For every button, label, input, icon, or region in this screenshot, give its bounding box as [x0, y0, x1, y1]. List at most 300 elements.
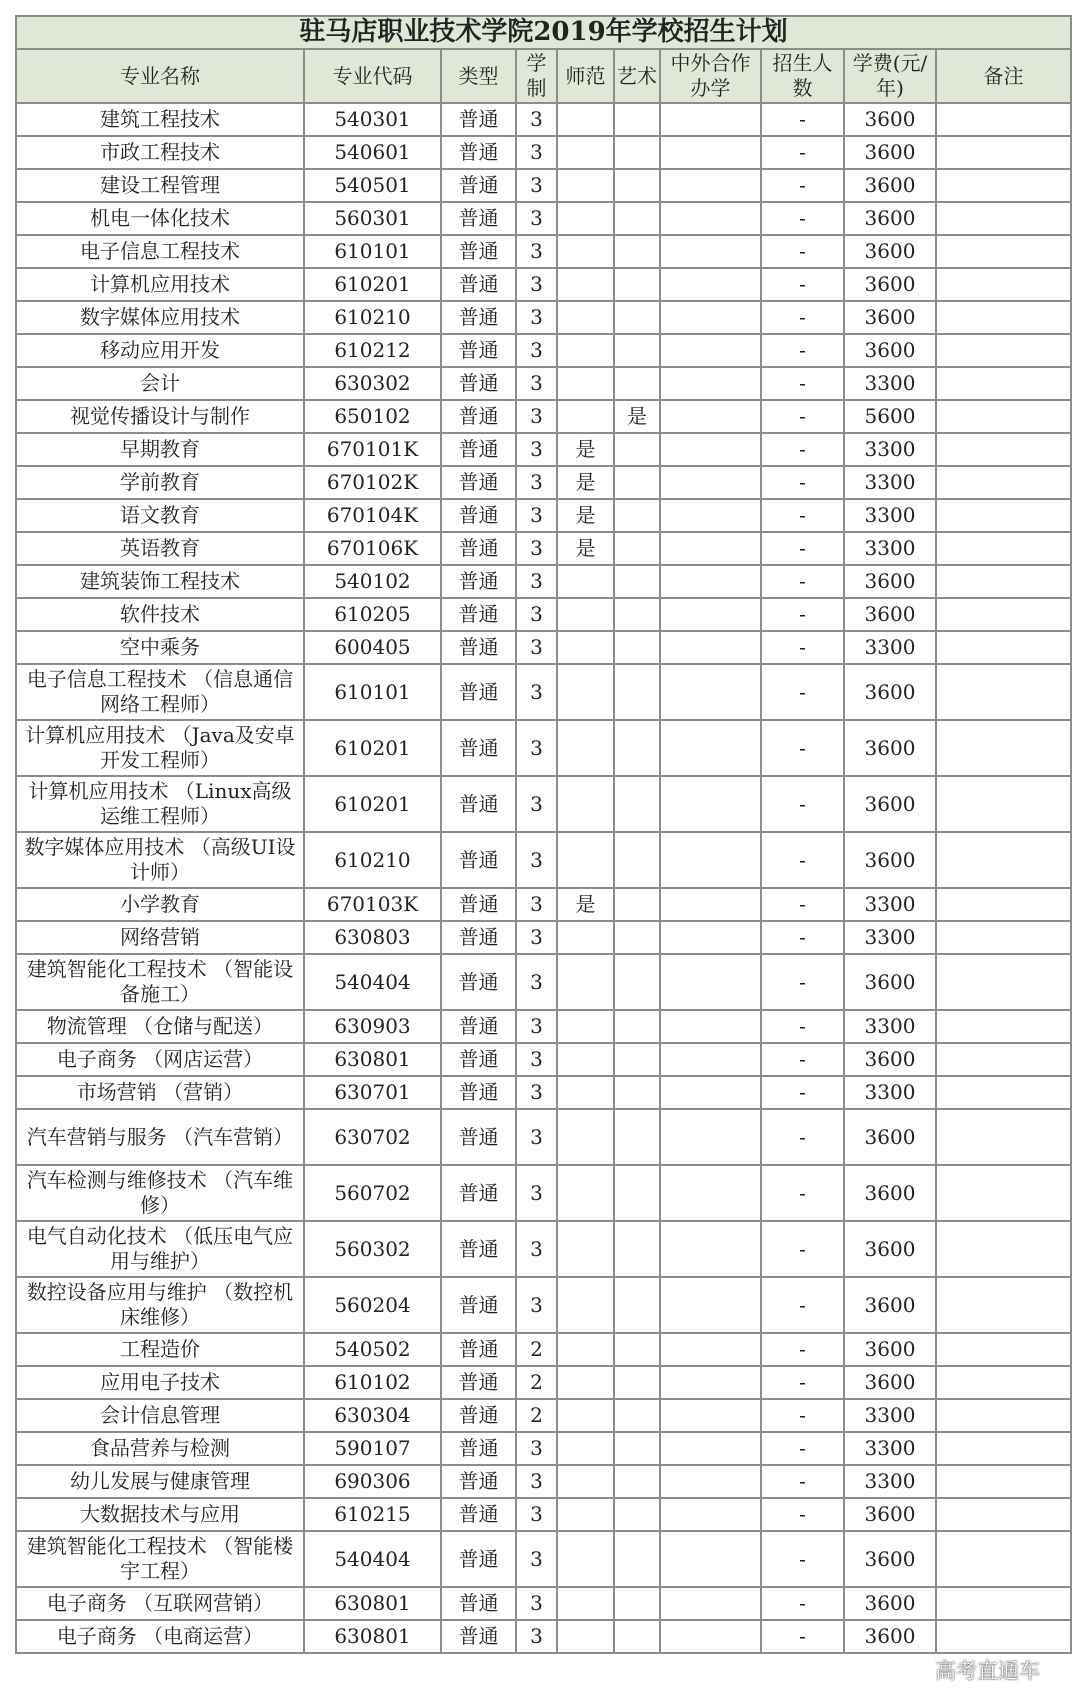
cell-remarks	[936, 136, 1071, 169]
cell-teacher-training	[557, 1277, 614, 1333]
cell-type: 普通	[441, 466, 516, 499]
cell-enrollment-count: -	[761, 1043, 844, 1076]
cell-teacher-training	[557, 565, 614, 598]
table-row	[16, 954, 1071, 1010]
cell-major-name: 汽车营销与服务 （汽车营销）	[16, 1109, 304, 1165]
cell-art	[614, 1076, 660, 1109]
cell-teacher-training	[557, 1432, 614, 1465]
column-header-major-name: 专业名称	[16, 49, 304, 103]
cell-major-code: 630801	[304, 1043, 441, 1076]
table-row	[16, 664, 1071, 720]
cell-enrollment-count: -	[761, 202, 844, 235]
cell-duration: 3	[516, 664, 557, 720]
cell-sino-foreign	[660, 720, 761, 776]
cell-major-code: 560204	[304, 1277, 441, 1333]
cell-teacher-training: 是	[557, 433, 614, 466]
cell-sino-foreign	[660, 631, 761, 664]
cell-duration: 3	[516, 136, 557, 169]
cell-tuition: 3600	[844, 334, 936, 367]
cell-art	[614, 235, 660, 268]
cell-art	[614, 1465, 660, 1498]
cell-major-name: 数控设备应用与维护 （数控机床维修）	[16, 1277, 304, 1333]
cell-type: 普通	[441, 720, 516, 776]
cell-major-code: 610201	[304, 720, 441, 776]
cell-tuition: 3600	[844, 1277, 936, 1333]
cell-type: 普通	[441, 1109, 516, 1165]
cell-remarks	[936, 1043, 1071, 1076]
cell-major-name: 市场营销 （营销）	[16, 1076, 304, 1109]
cell-major-name: 计算机应用技术 （Linux高级运维工程师）	[16, 776, 304, 832]
cell-tuition: 3600	[844, 103, 936, 136]
cell-type: 普通	[441, 565, 516, 598]
cell-duration: 3	[516, 1498, 557, 1531]
table-row	[16, 268, 1071, 301]
cell-remarks	[936, 1010, 1071, 1043]
cell-major-code: 670103K	[304, 888, 441, 921]
cell-enrollment-count: -	[761, 466, 844, 499]
cell-major-code: 670104K	[304, 499, 441, 532]
table-row	[16, 720, 1071, 776]
cell-type: 普通	[441, 235, 516, 268]
cell-teacher-training: 是	[557, 888, 614, 921]
cell-duration: 3	[516, 1620, 557, 1653]
cell-enrollment-count: -	[761, 334, 844, 367]
cell-major-name: 机电一体化技术	[16, 202, 304, 235]
cell-remarks	[936, 466, 1071, 499]
cell-sino-foreign	[660, 954, 761, 1010]
cell-enrollment-count: -	[761, 301, 844, 334]
table-row	[16, 1221, 1071, 1277]
cell-remarks	[936, 1076, 1071, 1109]
cell-enrollment-count: -	[761, 1277, 844, 1333]
cell-art	[614, 776, 660, 832]
cell-type: 普通	[441, 1432, 516, 1465]
cell-teacher-training	[557, 103, 614, 136]
cell-remarks	[936, 169, 1071, 202]
cell-sino-foreign	[660, 202, 761, 235]
cell-major-code: 610101	[304, 664, 441, 720]
cell-duration: 3	[516, 1221, 557, 1277]
cell-tuition: 3600	[844, 954, 936, 1010]
cell-enrollment-count: -	[761, 400, 844, 433]
cell-duration: 3	[516, 565, 557, 598]
cell-major-name: 汽车检测与维修技术 （汽车维修）	[16, 1165, 304, 1221]
cell-major-name: 移动应用开发	[16, 334, 304, 367]
cell-type: 普通	[441, 832, 516, 888]
cell-art	[614, 1221, 660, 1277]
cell-tuition: 3600	[844, 169, 936, 202]
cell-duration: 2	[516, 1399, 557, 1432]
cell-art	[614, 1043, 660, 1076]
cell-remarks	[936, 103, 1071, 136]
cell-duration: 3	[516, 720, 557, 776]
cell-type: 普通	[441, 954, 516, 1010]
cell-art	[614, 1498, 660, 1531]
cell-remarks	[936, 1587, 1071, 1620]
cell-enrollment-count: -	[761, 631, 844, 664]
cell-tuition: 3600	[844, 720, 936, 776]
cell-teacher-training: 是	[557, 499, 614, 532]
cell-duration: 3	[516, 466, 557, 499]
cell-major-code: 630801	[304, 1620, 441, 1653]
cell-art	[614, 268, 660, 301]
cell-sino-foreign	[660, 169, 761, 202]
cell-sino-foreign	[660, 400, 761, 433]
cell-type: 普通	[441, 532, 516, 565]
cell-art	[614, 832, 660, 888]
header-row	[16, 49, 1071, 103]
cell-type: 普通	[441, 888, 516, 921]
table-title: 驻马店职业技术学院2019年学校招生计划	[16, 16, 1071, 49]
cell-major-name: 建筑工程技术	[16, 103, 304, 136]
cell-enrollment-count: -	[761, 720, 844, 776]
cell-teacher-training	[557, 720, 614, 776]
cell-major-name: 幼儿发展与健康管理	[16, 1465, 304, 1498]
cell-teacher-training	[557, 598, 614, 631]
cell-art	[614, 103, 660, 136]
table-row	[16, 1333, 1071, 1366]
cell-major-code: 630801	[304, 1587, 441, 1620]
cell-tuition: 3600	[844, 1531, 936, 1587]
cell-tuition: 3300	[844, 499, 936, 532]
table-row	[16, 1076, 1071, 1109]
cell-enrollment-count: -	[761, 1366, 844, 1399]
cell-art	[614, 921, 660, 954]
cell-major-code: 610210	[304, 301, 441, 334]
cell-remarks	[936, 334, 1071, 367]
cell-tuition: 3300	[844, 631, 936, 664]
cell-major-code: 670101K	[304, 433, 441, 466]
cell-sino-foreign	[660, 1432, 761, 1465]
cell-major-code: 610212	[304, 334, 441, 367]
cell-remarks	[936, 235, 1071, 268]
table-row	[16, 888, 1071, 921]
cell-duration: 3	[516, 1165, 557, 1221]
cell-type: 普通	[441, 499, 516, 532]
cell-major-code: 560301	[304, 202, 441, 235]
cell-enrollment-count: -	[761, 1620, 844, 1653]
cell-sino-foreign	[660, 565, 761, 598]
table-row	[16, 400, 1071, 433]
cell-remarks	[936, 954, 1071, 1010]
cell-enrollment-count: -	[761, 1465, 844, 1498]
table-row	[16, 1043, 1071, 1076]
table-row	[16, 832, 1071, 888]
cell-enrollment-count: -	[761, 954, 844, 1010]
cell-type: 普通	[441, 1165, 516, 1221]
cell-art	[614, 598, 660, 631]
cell-enrollment-count: -	[761, 598, 844, 631]
cell-duration: 3	[516, 1587, 557, 1620]
cell-major-code: 610101	[304, 235, 441, 268]
cell-tuition: 3600	[844, 664, 936, 720]
cell-major-code: 540502	[304, 1333, 441, 1366]
cell-duration: 3	[516, 1109, 557, 1165]
cell-sino-foreign	[660, 1076, 761, 1109]
cell-tuition: 3300	[844, 1399, 936, 1432]
cell-teacher-training	[557, 268, 614, 301]
cell-art	[614, 202, 660, 235]
cell-duration: 3	[516, 334, 557, 367]
cell-duration: 3	[516, 202, 557, 235]
cell-teacher-training	[557, 1620, 614, 1653]
cell-duration: 3	[516, 1432, 557, 1465]
cell-remarks	[936, 301, 1071, 334]
cell-type: 普通	[441, 268, 516, 301]
cell-major-name: 语文教育	[16, 499, 304, 532]
cell-teacher-training	[557, 921, 614, 954]
cell-tuition: 5600	[844, 400, 936, 433]
cell-major-name: 应用电子技术	[16, 1366, 304, 1399]
cell-sino-foreign	[660, 301, 761, 334]
table-row	[16, 1465, 1071, 1498]
cell-teacher-training	[557, 832, 614, 888]
cell-remarks	[936, 1109, 1071, 1165]
cell-remarks	[936, 433, 1071, 466]
cell-sino-foreign	[660, 1465, 761, 1498]
cell-enrollment-count: -	[761, 832, 844, 888]
cell-teacher-training	[557, 1587, 614, 1620]
cell-type: 普通	[441, 1333, 516, 1366]
cell-art	[614, 631, 660, 664]
cell-major-name: 食品营养与检测	[16, 1432, 304, 1465]
cell-remarks	[936, 1620, 1071, 1653]
cell-art	[614, 565, 660, 598]
cell-sino-foreign	[660, 1399, 761, 1432]
cell-duration: 3	[516, 1076, 557, 1109]
cell-enrollment-count: -	[761, 1333, 844, 1366]
table-row	[16, 776, 1071, 832]
cell-type: 普通	[441, 1587, 516, 1620]
cell-tuition: 3600	[844, 1498, 936, 1531]
cell-tuition: 3300	[844, 888, 936, 921]
cell-enrollment-count: -	[761, 532, 844, 565]
cell-teacher-training	[557, 301, 614, 334]
cell-type: 普通	[441, 1366, 516, 1399]
cell-major-name: 英语教育	[16, 532, 304, 565]
cell-enrollment-count: -	[761, 1076, 844, 1109]
cell-major-code: 610215	[304, 1498, 441, 1531]
cell-duration: 3	[516, 598, 557, 631]
table-row	[16, 1010, 1071, 1043]
cell-sino-foreign	[660, 103, 761, 136]
cell-sino-foreign	[660, 1277, 761, 1333]
cell-type: 普通	[441, 921, 516, 954]
cell-sino-foreign	[660, 1587, 761, 1620]
cell-sino-foreign	[660, 1498, 761, 1531]
cell-remarks	[936, 720, 1071, 776]
watermark: 高考直通车	[935, 1659, 1040, 1683]
cell-major-code: 610205	[304, 598, 441, 631]
table-row	[16, 631, 1071, 664]
cell-major-name: 早期教育	[16, 433, 304, 466]
cell-major-code: 630701	[304, 1076, 441, 1109]
cell-duration: 3	[516, 400, 557, 433]
table-row	[16, 235, 1071, 268]
cell-duration: 3	[516, 169, 557, 202]
cell-type: 普通	[441, 400, 516, 433]
cell-duration: 3	[516, 1010, 557, 1043]
table-row	[16, 1531, 1071, 1587]
cell-remarks	[936, 1333, 1071, 1366]
cell-tuition: 3300	[844, 1010, 936, 1043]
cell-teacher-training	[557, 776, 614, 832]
table-row	[16, 1587, 1071, 1620]
cell-major-code: 610201	[304, 776, 441, 832]
cell-major-name: 大数据技术与应用	[16, 1498, 304, 1531]
cell-duration: 3	[516, 268, 557, 301]
cell-art	[614, 1010, 660, 1043]
table-row	[16, 367, 1071, 400]
cell-remarks	[936, 1399, 1071, 1432]
cell-sino-foreign	[660, 367, 761, 400]
cell-major-code: 630803	[304, 921, 441, 954]
cell-duration: 3	[516, 954, 557, 1010]
cell-teacher-training	[557, 1076, 614, 1109]
cell-duration: 3	[516, 499, 557, 532]
cell-art	[614, 169, 660, 202]
cell-tuition: 3600	[844, 832, 936, 888]
cell-major-name: 网络营销	[16, 921, 304, 954]
column-header-tuition: 学费(元/年)	[844, 49, 936, 103]
cell-teacher-training	[557, 1366, 614, 1399]
cell-duration: 3	[516, 1531, 557, 1587]
cell-enrollment-count: -	[761, 367, 844, 400]
cell-major-name: 建筑智能化工程技术 （智能楼宇工程）	[16, 1531, 304, 1587]
cell-type: 普通	[441, 433, 516, 466]
cell-sino-foreign	[660, 268, 761, 301]
table-row	[16, 136, 1071, 169]
cell-teacher-training	[557, 367, 614, 400]
cell-sino-foreign	[660, 1109, 761, 1165]
cell-enrollment-count: -	[761, 776, 844, 832]
cell-remarks	[936, 832, 1071, 888]
table-row	[16, 301, 1071, 334]
cell-sino-foreign	[660, 1221, 761, 1277]
cell-teacher-training	[557, 664, 614, 720]
column-header-art: 艺术	[614, 49, 660, 103]
cell-sino-foreign	[660, 433, 761, 466]
cell-enrollment-count: -	[761, 1498, 844, 1531]
cell-teacher-training	[557, 1165, 614, 1221]
cell-sino-foreign	[660, 1366, 761, 1399]
table-row	[16, 1366, 1071, 1399]
cell-teacher-training	[557, 631, 614, 664]
cell-tuition: 3600	[844, 565, 936, 598]
cell-type: 普通	[441, 1498, 516, 1531]
cell-major-name: 数字媒体应用技术	[16, 301, 304, 334]
cell-remarks	[936, 631, 1071, 664]
cell-tuition: 3300	[844, 1465, 936, 1498]
cell-teacher-training	[557, 235, 614, 268]
cell-remarks	[936, 598, 1071, 631]
cell-enrollment-count: -	[761, 499, 844, 532]
cell-remarks	[936, 1531, 1071, 1587]
cell-major-name: 学前教育	[16, 466, 304, 499]
cell-art	[614, 334, 660, 367]
cell-enrollment-count: -	[761, 136, 844, 169]
cell-major-name: 电子信息工程技术 （信息通信网络工程师）	[16, 664, 304, 720]
cell-tuition: 3300	[844, 466, 936, 499]
cell-art	[614, 532, 660, 565]
cell-duration: 3	[516, 776, 557, 832]
cell-type: 普通	[441, 1076, 516, 1109]
cell-enrollment-count: -	[761, 1165, 844, 1221]
cell-teacher-training	[557, 400, 614, 433]
cell-type: 普通	[441, 367, 516, 400]
cell-duration: 3	[516, 433, 557, 466]
cell-sino-foreign	[660, 1010, 761, 1043]
cell-teacher-training	[557, 1333, 614, 1366]
cell-duration: 2	[516, 1333, 557, 1366]
cell-tuition: 3600	[844, 1366, 936, 1399]
cell-enrollment-count: -	[761, 103, 844, 136]
cell-major-code: 540601	[304, 136, 441, 169]
cell-sino-foreign	[660, 334, 761, 367]
cell-remarks	[936, 268, 1071, 301]
cell-major-name: 电子信息工程技术	[16, 235, 304, 268]
column-header-remarks: 备注	[936, 49, 1071, 103]
cell-sino-foreign	[660, 136, 761, 169]
cell-type: 普通	[441, 1531, 516, 1587]
cell-tuition: 3600	[844, 776, 936, 832]
cell-major-code: 540404	[304, 1531, 441, 1587]
cell-major-code: 630302	[304, 367, 441, 400]
table-row	[16, 1277, 1071, 1333]
cell-remarks	[936, 367, 1071, 400]
cell-enrollment-count: -	[761, 1109, 844, 1165]
table-row	[16, 1165, 1071, 1221]
enrollment-plan-table	[15, 15, 1072, 1654]
cell-type: 普通	[441, 1277, 516, 1333]
column-header-type: 类型	[441, 49, 516, 103]
cell-major-name: 电子商务 （互联网营销）	[16, 1587, 304, 1620]
cell-enrollment-count: -	[761, 1432, 844, 1465]
cell-art	[614, 1366, 660, 1399]
cell-enrollment-count: -	[761, 268, 844, 301]
cell-art	[614, 1399, 660, 1432]
cell-major-name: 空中乘务	[16, 631, 304, 664]
cell-enrollment-count: -	[761, 1531, 844, 1587]
cell-tuition: 3600	[844, 1043, 936, 1076]
cell-major-name: 物流管理 （仓储与配送）	[16, 1010, 304, 1043]
cell-duration: 3	[516, 235, 557, 268]
cell-remarks	[936, 1498, 1071, 1531]
cell-major-name: 软件技术	[16, 598, 304, 631]
cell-type: 普通	[441, 301, 516, 334]
cell-remarks	[936, 565, 1071, 598]
cell-remarks	[936, 499, 1071, 532]
table-row	[16, 1498, 1071, 1531]
cell-sino-foreign	[660, 1531, 761, 1587]
cell-major-name: 建筑装饰工程技术	[16, 565, 304, 598]
cell-major-code: 650102	[304, 400, 441, 433]
cell-major-code: 540501	[304, 169, 441, 202]
cell-tuition: 3600	[844, 136, 936, 169]
cell-art	[614, 499, 660, 532]
cell-art	[614, 433, 660, 466]
cell-type: 普通	[441, 598, 516, 631]
cell-type: 普通	[441, 1010, 516, 1043]
cell-major-name: 建筑智能化工程技术 （智能设备施工）	[16, 954, 304, 1010]
cell-art	[614, 1109, 660, 1165]
cell-type: 普通	[441, 776, 516, 832]
cell-enrollment-count: -	[761, 235, 844, 268]
table-row	[16, 103, 1071, 136]
cell-remarks	[936, 532, 1071, 565]
cell-sino-foreign	[660, 921, 761, 954]
cell-enrollment-count: -	[761, 433, 844, 466]
